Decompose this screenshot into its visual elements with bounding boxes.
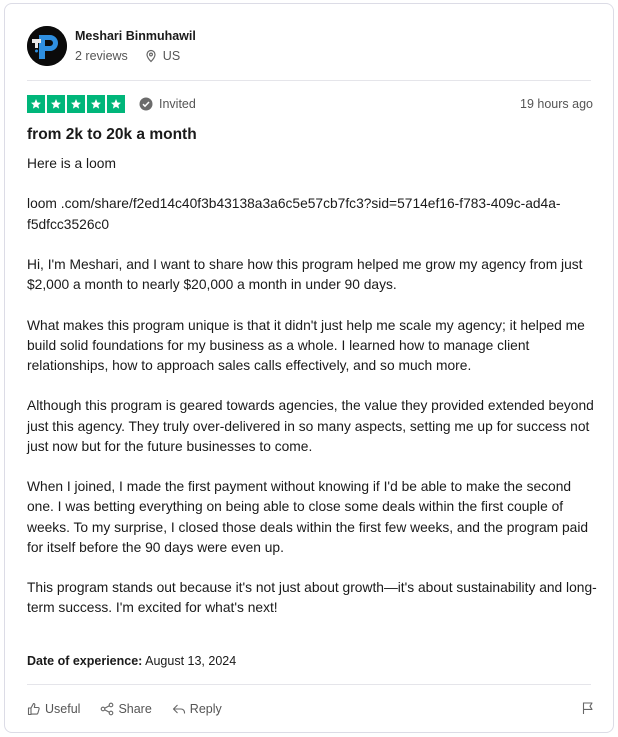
date-of-experience-value: August 13, 2024 <box>145 654 237 668</box>
review-count: 2 reviews <box>75 49 128 63</box>
star-icon <box>107 95 125 113</box>
avatar[interactable] <box>27 26 67 66</box>
review-paragraph: Here is a loom <box>27 156 116 171</box>
flag-icon <box>581 701 595 715</box>
star-icon <box>27 95 45 113</box>
reply-button[interactable] <box>172 702 222 716</box>
avatar-image <box>27 26 67 66</box>
reply-arrow-icon <box>172 702 186 716</box>
review-actions <box>27 699 595 719</box>
review-body <box>27 154 597 639</box>
location-pin-icon <box>144 49 158 63</box>
review-paragraph: loom .com/share/f2ed14c40f3b43138a3a6c5e57cb7fc3?sid=5714ef16-f783-409c-ad4a-f5dfcc3526c0 <box>27 196 561 232</box>
divider <box>27 684 591 685</box>
reviewer-name[interactable]: Meshari Binmuhawil <box>75 29 196 43</box>
report-flag-button[interactable] <box>581 701 595 718</box>
thumbs-up-icon <box>27 702 41 716</box>
share-button[interactable] <box>100 702 151 716</box>
useful-label: Useful <box>45 702 81 716</box>
reviewer-header <box>27 26 196 66</box>
review-paragraph: Although this program is geared towards agencies, the value they provided extended beyond just this agency. They truly over-delivered in so many aspects, setting me up for success not just now but for the future businesses to come. <box>27 398 594 454</box>
divider <box>27 80 591 81</box>
star-icon <box>47 95 65 113</box>
review-time: 19 hours ago <box>520 97 593 111</box>
rating-row <box>27 94 593 114</box>
star-rating <box>27 95 127 113</box>
review-paragraph: When I joined, I made the first payment without knowing if I'd be able to make the second one. I was betting everything on being able to close some deals within the first couple of weeks. To my surprise, I closed those deals within the first few weeks, and the program paid for itself before the 90 days were even up. <box>27 479 589 555</box>
useful-button[interactable] <box>27 702 80 716</box>
star-icon <box>87 95 105 113</box>
invited-label: Invited <box>159 97 196 111</box>
review-paragraph: Hi, I'm Meshari, and I want to share how this program helped me grow my agency from just $2,000 a month to nearly $20,000 a month in under 90 days. <box>27 256 583 293</box>
review-title[interactable]: from 2k to 20k a month <box>27 126 197 143</box>
review-card <box>4 3 614 733</box>
invited-badge[interactable] <box>139 97 196 111</box>
share-label: Share <box>118 702 152 716</box>
review-paragraph: This program stands out because it's not just about growth—it's about sustainability and long-term success. I'm excited for what's next! <box>27 580 597 616</box>
reviewer-country: US <box>162 49 181 63</box>
star-icon <box>67 95 85 113</box>
review-paragraph: What makes this program unique is that it didn't just help me scale my agency; it helped me build solid foundations for my business as a whole. I learned how to manage client relationships, how to approach sales calls effectively, and so much more. <box>27 317 585 373</box>
date-of-experience <box>27 654 236 668</box>
date-of-experience-label: Date of experience: <box>27 654 143 668</box>
share-icon <box>100 702 114 716</box>
check-circle-icon <box>139 97 153 111</box>
reply-label: Reply <box>189 702 222 716</box>
